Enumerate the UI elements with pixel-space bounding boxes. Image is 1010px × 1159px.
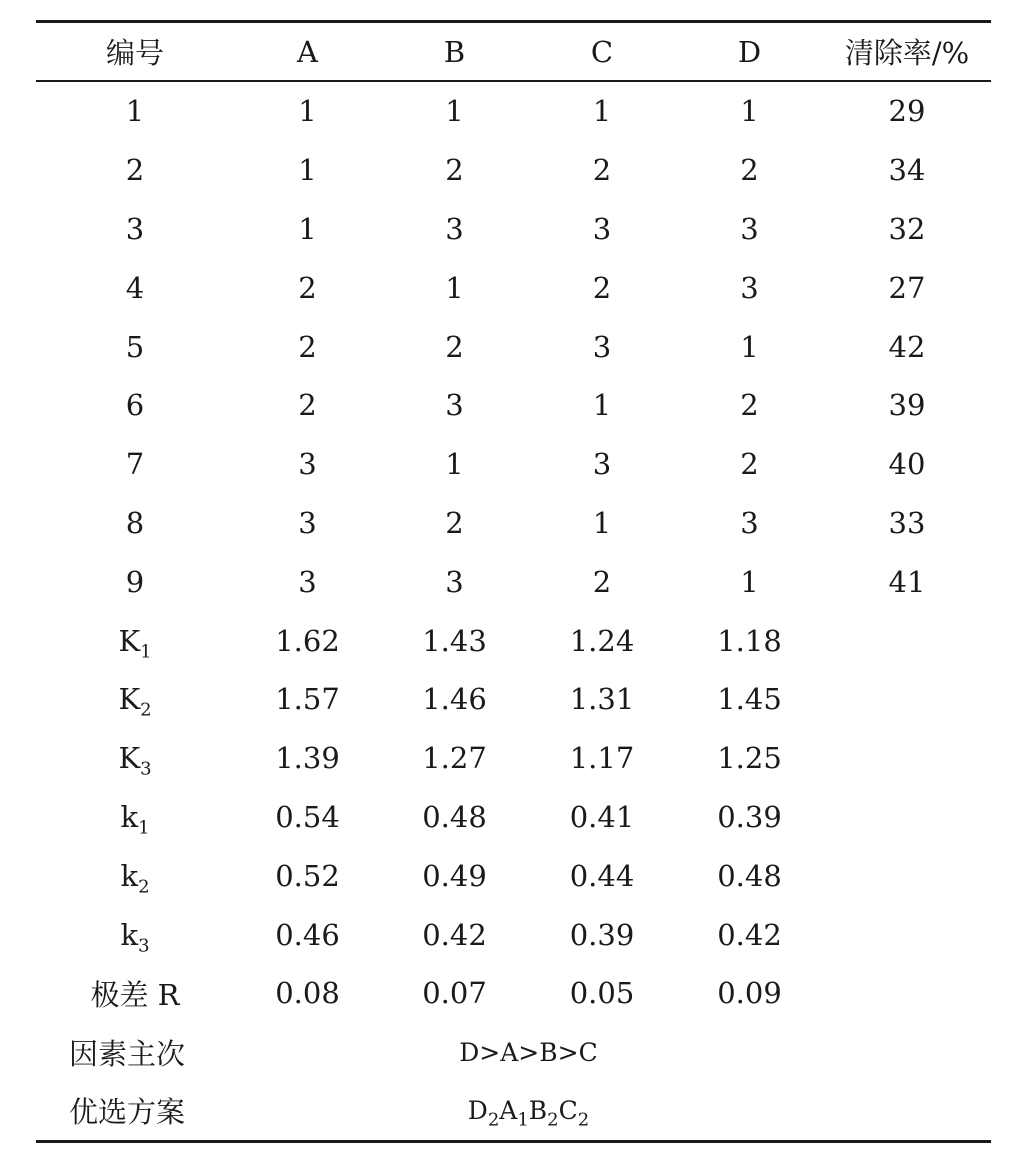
cell-rate: 32	[888, 211, 926, 246]
stat-symbol: K	[118, 682, 141, 717]
table-row	[36, 376, 991, 435]
cell-c: 1	[592, 388, 612, 423]
cell-b: 3	[445, 564, 464, 599]
table-row	[36, 200, 991, 259]
cell-c: 1	[592, 505, 612, 540]
stat-label	[36, 729, 234, 788]
cell-b: 2	[445, 153, 464, 188]
cell-empty	[823, 905, 991, 964]
cell-rate: 39	[888, 388, 926, 423]
cell-b: 3	[445, 211, 464, 246]
range-row	[36, 964, 991, 1023]
cell-b: 2	[445, 329, 464, 364]
scheme-index: 2	[547, 1109, 559, 1131]
cell-c: 2	[592, 270, 612, 305]
cell-d: 1	[740, 94, 759, 129]
scheme-index: 2	[577, 1109, 590, 1131]
cell-empty	[823, 729, 991, 788]
scheme-letter: B	[528, 1096, 548, 1126]
cell-rate: 27	[888, 270, 926, 305]
cell-a: 1.62	[275, 623, 340, 658]
stat-index: 3	[138, 934, 150, 956]
cell-id: 2	[125, 153, 145, 188]
stat-label	[36, 670, 234, 729]
stat-symbol: K	[118, 623, 141, 658]
cell-b: 0.49	[422, 858, 487, 893]
cell-id: 1	[125, 94, 145, 129]
factor-order-row	[36, 1023, 991, 1082]
optimal-scheme-label: 优选方案	[69, 1095, 186, 1130]
cell-b: 3	[445, 388, 464, 423]
factor-order-label: 因素主次	[69, 1036, 186, 1071]
cell-a: 1.39	[275, 741, 340, 776]
cell-c: 0.39	[569, 917, 635, 952]
cell-d: 0.42	[717, 917, 782, 952]
scheme-index: 2	[487, 1109, 500, 1131]
cell-b: 1.46	[422, 682, 487, 717]
cell-a: 3	[298, 505, 317, 540]
cell-c: 0.05	[569, 976, 635, 1011]
header-d: D	[737, 34, 762, 69]
cell-b: 0.07	[422, 976, 487, 1011]
stat-row	[36, 905, 991, 964]
scheme-index: 1	[517, 1109, 529, 1131]
cell-d: 1	[740, 564, 759, 599]
cell-d: 1.45	[717, 682, 782, 717]
stat-row	[36, 670, 991, 729]
cell-c: 1	[592, 94, 612, 129]
cell-a: 0.54	[275, 799, 340, 834]
scheme-letter: D	[467, 1096, 488, 1126]
header-c: C	[590, 34, 614, 69]
stat-label	[36, 611, 234, 670]
table-header	[36, 23, 991, 80]
cell-rate: 33	[888, 505, 926, 540]
cell-id: 8	[125, 505, 145, 540]
cell-a: 3	[298, 564, 317, 599]
cell-c: 3	[592, 211, 612, 246]
stat-row	[36, 729, 991, 788]
orthogonal-test-table	[36, 20, 991, 1143]
stat-label	[36, 905, 234, 964]
cell-d: 0.39	[717, 799, 782, 834]
cell-d: 0.09	[717, 976, 782, 1011]
cell-d: 1	[740, 329, 759, 364]
cell-d: 1.18	[717, 623, 782, 658]
scheme-letter: C	[558, 1096, 578, 1126]
cell-b: 2	[445, 505, 464, 540]
stat-index: 1	[140, 640, 152, 662]
cell-c: 0.41	[569, 799, 635, 834]
optimal-scheme-row	[36, 1082, 991, 1141]
cell-d: 1.25	[717, 741, 782, 776]
cell-id: 7	[125, 447, 145, 482]
cell-empty	[823, 611, 991, 670]
table-row	[36, 494, 991, 553]
header-row	[36, 23, 991, 80]
cell-b: 0.48	[422, 799, 487, 834]
scheme-letter: A	[499, 1096, 518, 1126]
cell-rate: 42	[888, 329, 926, 364]
cell-id: 4	[125, 270, 145, 305]
table-row	[36, 258, 991, 317]
cell-c: 3	[592, 447, 612, 482]
cell-b: 1	[445, 447, 464, 482]
cell-a: 1	[298, 153, 317, 188]
header-id: 编号	[105, 36, 164, 70]
cell-empty	[823, 1082, 991, 1141]
header-rate: 清除率/%	[844, 36, 970, 70]
cell-b: 1	[445, 94, 464, 129]
table-body	[36, 82, 991, 1140]
results-body-table	[36, 82, 991, 1140]
cell-a: 3	[298, 447, 317, 482]
cell-id: 6	[125, 388, 145, 423]
table-row	[36, 317, 991, 376]
stat-index: 2	[138, 876, 150, 898]
cell-c: 2	[592, 153, 612, 188]
cell-c: 3	[592, 329, 612, 364]
cell-a: 2	[298, 388, 317, 423]
cell-b: 1.43	[422, 623, 487, 658]
stat-symbol: k	[120, 858, 139, 893]
stat-index: 1	[138, 817, 150, 839]
cell-id: 5	[125, 329, 145, 364]
cell-a: 0.46	[275, 917, 340, 952]
cell-d: 3	[740, 505, 759, 540]
stat-row	[36, 846, 991, 905]
table-row	[36, 435, 991, 494]
cell-rate: 40	[888, 447, 926, 482]
cell-a: 1	[298, 211, 317, 246]
stat-index: 2	[140, 699, 152, 721]
cell-b: 1	[445, 270, 464, 305]
cell-empty	[823, 670, 991, 729]
bottom-rule	[36, 1140, 991, 1143]
stat-row	[36, 788, 991, 847]
table-row	[36, 82, 991, 141]
stat-label	[36, 846, 234, 905]
cell-a: 2	[298, 329, 317, 364]
cell-d: 2	[740, 388, 759, 423]
cell-b: 1.27	[422, 741, 487, 776]
results-table	[36, 23, 991, 80]
stat-symbol: K	[118, 741, 141, 776]
cell-empty	[823, 964, 991, 1023]
cell-d: 3	[740, 270, 759, 305]
cell-id: 3	[125, 211, 145, 246]
cell-c: 0.44	[569, 858, 635, 893]
stat-index: 3	[140, 758, 152, 780]
table-row	[36, 552, 991, 611]
table-row	[36, 141, 991, 200]
cell-empty	[823, 788, 991, 847]
cell-id: 9	[125, 564, 145, 599]
cell-c: 1.24	[569, 623, 635, 658]
cell-d: 0.48	[717, 858, 782, 893]
cell-empty	[823, 846, 991, 905]
header-b: B	[443, 34, 466, 69]
header-a: A	[297, 34, 318, 69]
cell-b: 0.42	[422, 917, 487, 952]
cell-d: 2	[740, 153, 759, 188]
cell-a: 0.08	[275, 976, 340, 1011]
cell-d: 2	[740, 447, 759, 482]
cell-a: 1	[298, 94, 317, 129]
cell-a: 2	[298, 270, 317, 305]
cell-d: 3	[740, 211, 759, 246]
range-label: 极差 R	[90, 977, 180, 1012]
cell-a: 0.52	[275, 858, 340, 893]
stat-symbol: k	[120, 799, 139, 834]
cell-rate: 29	[888, 94, 926, 129]
cell-empty	[823, 1023, 991, 1082]
optimal-scheme-value	[234, 1082, 823, 1141]
stat-row	[36, 611, 991, 670]
cell-a: 1.57	[275, 682, 340, 717]
factor-order-value: D>A>B>C	[459, 1037, 598, 1067]
cell-c: 2	[592, 564, 612, 599]
stat-symbol: k	[120, 917, 139, 952]
cell-c: 1.17	[569, 741, 635, 776]
cell-rate: 41	[888, 564, 926, 599]
cell-c: 1.31	[569, 682, 635, 717]
stat-label	[36, 788, 234, 847]
cell-rate: 34	[888, 153, 926, 188]
